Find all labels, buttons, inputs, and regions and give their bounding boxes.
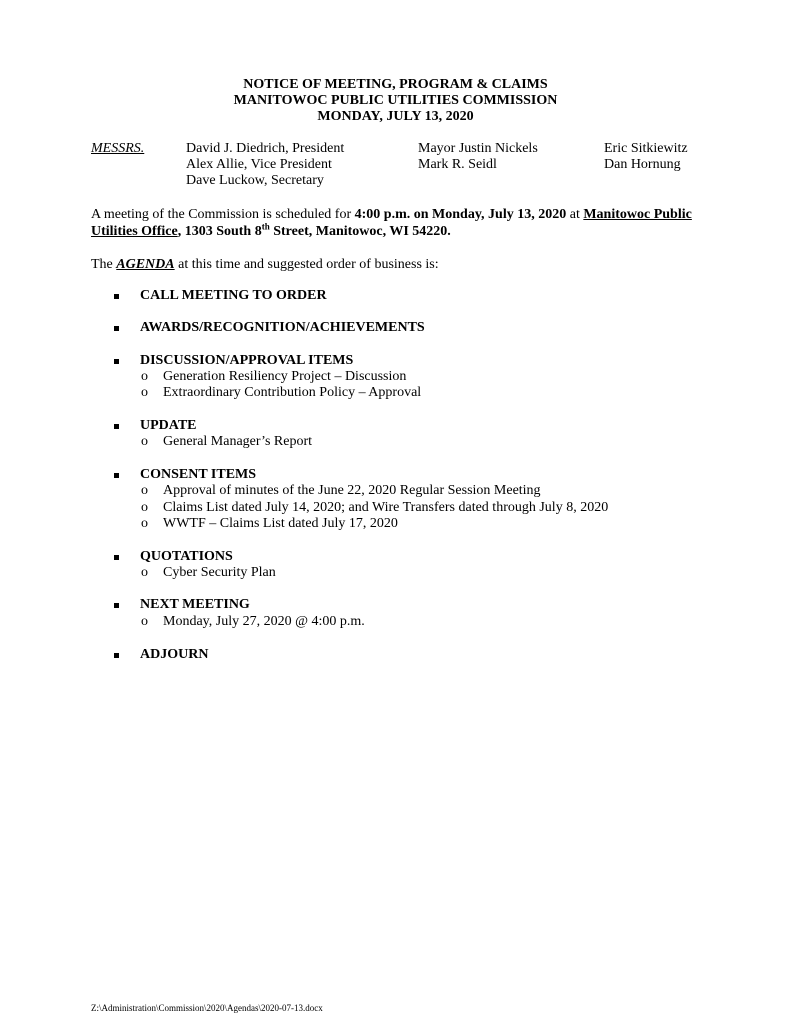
bullet-icon bbox=[114, 326, 119, 331]
notice-title: NOTICE OF MEETING, PROGRAM & CLAIMS bbox=[243, 77, 548, 92]
commission-title: MANITOWOC PUBLIC UTILITIES COMMISSION bbox=[233, 93, 558, 108]
sub-marker: o bbox=[141, 369, 148, 384]
sub-marker: o bbox=[141, 565, 148, 580]
meeting-location: Manitowoc Public Utilities Office bbox=[91, 207, 692, 239]
member-name: Dave Luckow, Secretary bbox=[186, 173, 324, 188]
file-path-footer: Z:\Administration\Commission\2020\Agendas\2020-07-13.docx bbox=[91, 1003, 323, 1013]
bullet-icon bbox=[114, 653, 119, 658]
sub-item-text: Claims List dated July 14, 2020; and Wire Transfers dated through July 8, 2020 bbox=[163, 500, 609, 515]
sub-item-text: Approval of minutes of the June 22, 2020 Regular Session Meeting bbox=[163, 483, 541, 498]
agenda-item-label: CALL MEETING TO ORDER bbox=[140, 288, 327, 303]
sub-item-text: Generation Resiliency Project – Discussion bbox=[163, 369, 407, 384]
member-name: Mayor Justin Nickels bbox=[418, 141, 538, 156]
sub-item-text: WWTF – Claims List dated July 17, 2020 bbox=[163, 516, 398, 531]
bullet-icon bbox=[114, 424, 119, 429]
sub-marker: o bbox=[141, 500, 148, 515]
messrs-label: MESSRS. bbox=[91, 141, 145, 156]
bullet-icon bbox=[114, 359, 119, 364]
address-part-a: , 1303 South 8 bbox=[177, 224, 262, 239]
agenda-item-label: CONSENT ITEMS bbox=[140, 467, 257, 482]
sub-item-text: Monday, July 27, 2020 @ 4:00 p.m. bbox=[163, 614, 365, 629]
agenda-item-label: DISCUSSION/APPROVAL ITEMS bbox=[140, 353, 354, 368]
agenda-item-label: AWARDS/RECOGNITION/ACHIEVEMENTS bbox=[140, 320, 425, 335]
member-name: Eric Sitkiewitz bbox=[604, 141, 688, 156]
agenda-intro-paragraph bbox=[91, 256, 711, 273]
intro-text: A meeting of the Commission is scheduled for bbox=[91, 207, 355, 222]
members-column-3 bbox=[604, 141, 688, 173]
agenda-item-label: UPDATE bbox=[140, 418, 197, 433]
member-name: David J. Diedrich, President bbox=[186, 141, 345, 156]
agenda-item-label: ADJOURN bbox=[140, 647, 209, 662]
agenda-intro-after: at this time and suggested order of business is: bbox=[174, 257, 439, 272]
sub-marker: o bbox=[141, 614, 148, 629]
bullet-icon bbox=[114, 603, 119, 608]
bullet-icon bbox=[114, 555, 119, 560]
sub-item-text: General Manager’s Report bbox=[163, 434, 313, 449]
meeting-intro-paragraph bbox=[91, 206, 711, 240]
member-name: Dan Hornung bbox=[604, 157, 681, 172]
member-name: Alex Allie, Vice President bbox=[186, 157, 332, 172]
sub-item-text: Cyber Security Plan bbox=[163, 565, 276, 580]
agenda-word: AGENDA bbox=[116, 257, 175, 272]
bullet-icon bbox=[114, 473, 119, 478]
intro-at: at bbox=[566, 207, 584, 222]
sub-marker: o bbox=[141, 483, 148, 498]
agenda-intro-before: The bbox=[91, 257, 117, 272]
meeting-time: 4:00 p.m. on Monday, July 13, 2020 bbox=[354, 207, 567, 222]
address-superscript: th bbox=[261, 221, 270, 232]
members-column-1 bbox=[186, 141, 344, 189]
sub-marker: o bbox=[141, 516, 148, 531]
sub-marker: o bbox=[141, 385, 148, 400]
address-part-b: Street, Manitowoc, WI 54220. bbox=[269, 224, 451, 239]
member-name: Mark R. Seidl bbox=[418, 157, 497, 172]
agenda-item-label: QUOTATIONS bbox=[140, 549, 233, 564]
members-column-2 bbox=[418, 141, 538, 173]
bullet-icon bbox=[114, 294, 119, 299]
sub-item-text: Extraordinary Contribution Policy – Approval bbox=[163, 385, 422, 400]
agenda-item-label: NEXT MEETING bbox=[140, 597, 250, 612]
sub-marker: o bbox=[141, 434, 148, 449]
meeting-date-title: MONDAY, JULY 13, 2020 bbox=[317, 109, 474, 124]
